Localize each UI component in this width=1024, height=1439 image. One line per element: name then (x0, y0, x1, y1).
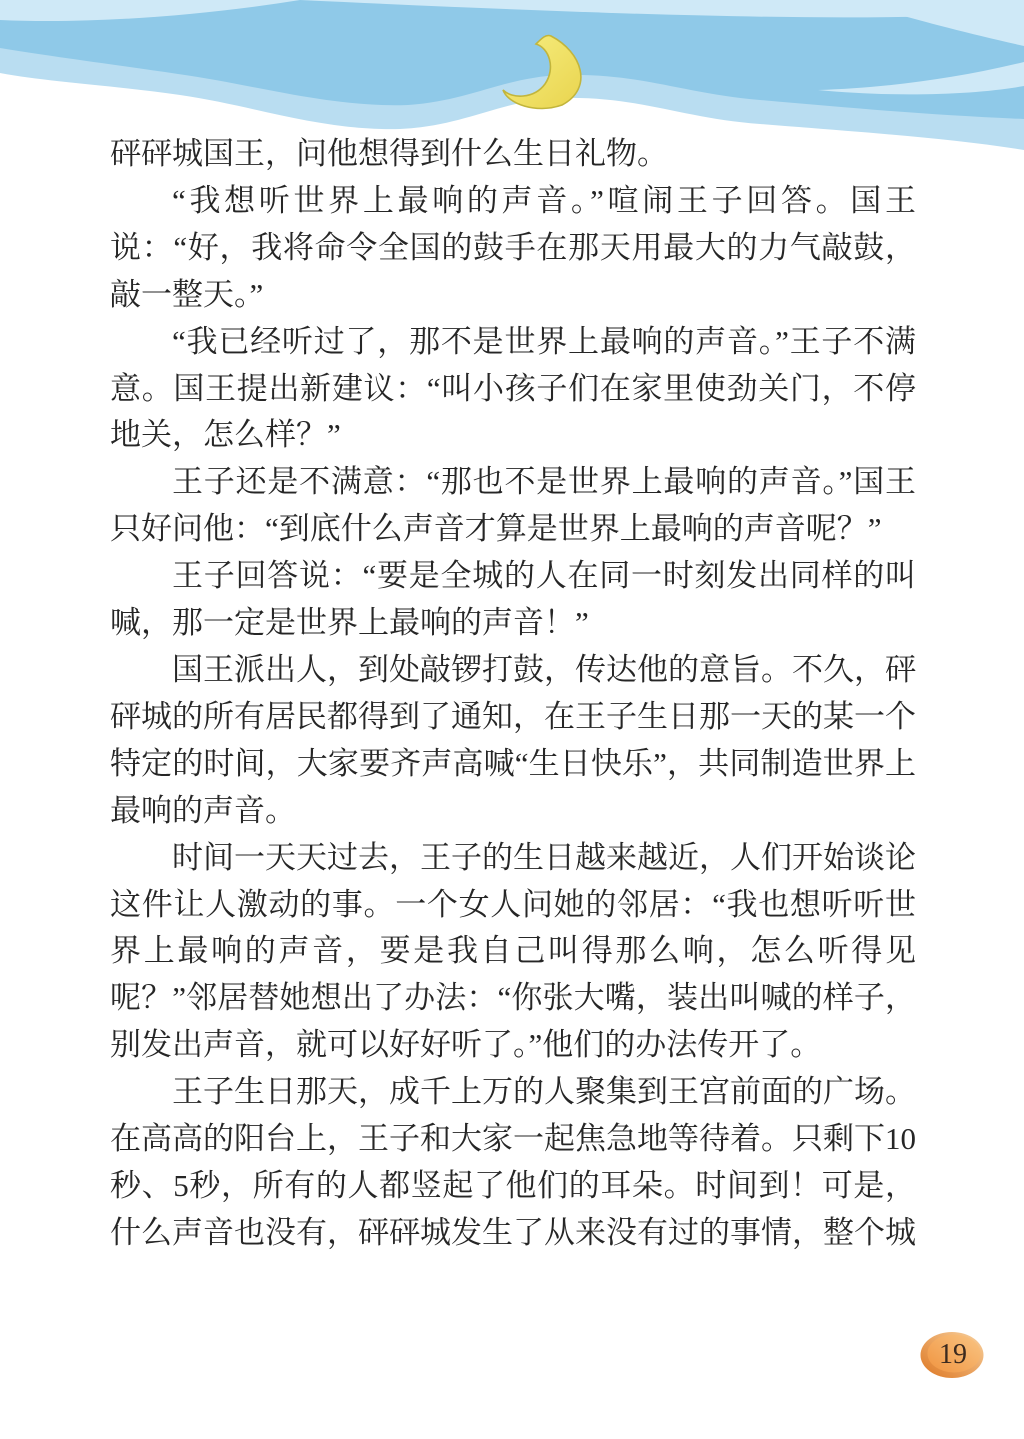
story-paragraph: 砰砰城国王，问他想得到什么生日礼物。 (110, 136, 668, 171)
story-paragraph: 王子还是不满意：“那也不是世界上最响的声音。”国王只好问他：“到底什么声音才算是世界上最响的声音呢？” (110, 464, 916, 547)
story-paragraph: 王子生日那天，成千上万的人聚集到王宫前面的广场。在高高的阳台上，王子和大家一起焦急地等待着。只剩下10秒、5秒，所有的人都竖起了他们的耳朵。时间到！可是，什么声音也没有，砰砰城发生了从来没有过的事情，整个城 (110, 1074, 916, 1250)
story-paragraph: 国王派出人，到处敲锣打鼓，传达他的意旨。不久，砰砰城的所有居民都得到了通知，在王子生日那一天的某一个特定的时间，大家要齐声高喊“生日快乐”，共同制造世界上最响的声音。 (110, 651, 916, 828)
story-paragraph: 时间一天天过去，王子的生日越来越近，人们开始谈论这件让人激动的事。一个女人问她的邻居：“我也想听听世界上最响的声音，要是我自己叫得那么响，怎么听得见呢？”邻居替她想出了办法：“你张大嘴，装出叫喊的样子，别发出声音，就可以好好听了。”他们的办法传开了。 (110, 839, 916, 1063)
story-paragraph: “我想听世界上最响的声音。”喧闹王子回答。国王说：“好，我将命令全国的鼓手在那天用最大的力气敲鼓，敲一整天。” (110, 182, 916, 312)
story-paragraph: 王子回答说：“要是全城的人在同一时刻发出同样的叫喊，那一定是世界上最响的声音！” (110, 558, 916, 641)
story-text (110, 131, 916, 1257)
page-number: 19 (939, 1339, 967, 1370)
page-number-badge (919, 1330, 987, 1380)
story-paragraph: “我已经听过了，那不是世界上最响的声音。”王子不满意。国王提出新建议：“叫小孩子们在家里使劲关门，不停地关，怎么样？” (110, 323, 916, 453)
